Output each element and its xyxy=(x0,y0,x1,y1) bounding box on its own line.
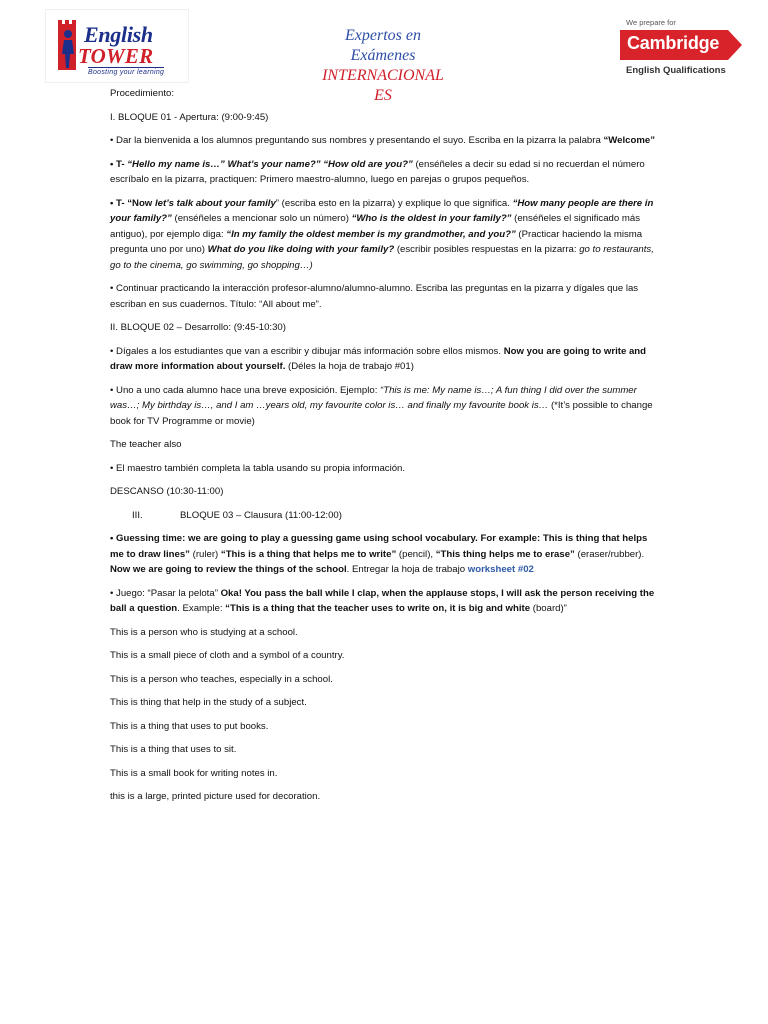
text-run: let’s talk about your family xyxy=(154,197,276,209)
text-run: ” (escriba esto en la pizarra) y explique lo que significa. xyxy=(275,197,513,209)
text-run: “Hello my name is…” What’s your name?” “How old are you?” xyxy=(127,158,413,170)
cambridge-logo xyxy=(620,18,750,78)
logo-text-english: English xyxy=(84,22,153,47)
text-run: Now you are going to write and draw more information about yourself. xyxy=(110,345,647,372)
clue-item: This is a small piece of cloth and a symbol of a country. xyxy=(110,650,345,661)
bloque-02-title: II. BLOQUE 02 – Desarrollo: (9:45-10:30) xyxy=(110,322,286,333)
paragraph-family xyxy=(110,196,660,274)
clue-item: This is a small book for writing notes in. xyxy=(110,767,278,779)
text-run: “Who is the oldest in your family?” xyxy=(351,213,512,224)
bloque-01-title: I. BLOQUE 01 - Apertura: (9:00-9:45) xyxy=(110,111,269,123)
logo-text-tower: TOWER xyxy=(78,44,154,68)
text-run: • Guessing time: we are going to play a guessing game using school vocabulary. For example: This is thing that helps me to draw lines” xyxy=(110,533,648,560)
title-line-2: Exámenes xyxy=(350,47,416,64)
worksheet-link[interactable]: worksheet #02 xyxy=(467,564,534,575)
text-run: • T- xyxy=(110,197,128,209)
paragraph-teacher-also: The teacher also xyxy=(110,439,182,450)
text-run: (enséñeles a mencionar solo un número) xyxy=(171,213,352,224)
procedimiento-label: Procedimiento: xyxy=(110,88,174,99)
text-run: III. xyxy=(132,509,143,521)
text-run: BLOQUE 03 – Clausura (11:00-12:00) xyxy=(180,509,342,521)
clue-item: This is thing that help in the study of a subject. xyxy=(110,697,307,708)
text-run: (pencil), xyxy=(396,548,436,560)
logo-tagline: Boosting your learning xyxy=(88,69,165,76)
text-run: . Entregar la hoja de trabajo xyxy=(346,564,468,575)
title-line-3: INTERNACIONAL xyxy=(322,67,444,84)
cambridge-subtext: English Qualifications xyxy=(626,65,726,76)
text-run: “This thing helps me to erase” xyxy=(435,548,575,560)
title-line-1: Expertos en xyxy=(345,27,421,44)
english-tower-logo xyxy=(46,10,188,82)
text-run: (Practicar haciendo la misma pregunta uno por uno) xyxy=(110,228,643,255)
text-run: “Welcome” xyxy=(603,135,656,146)
clue-item: this is a large, printed picture used for decoration. xyxy=(110,791,321,802)
clue-item: This is a thing that uses to sit. xyxy=(110,744,237,755)
text-run: “In my family the oldest member is my grandmother, and you?” xyxy=(226,228,516,240)
text-run: . Example: xyxy=(177,603,226,614)
clue-item: This is a thing that uses to put books. xyxy=(110,720,269,732)
cambridge-brand: Cambridge xyxy=(627,33,720,53)
text-run: go to restaurants, go to the cinema, go swimming, go shopping…) xyxy=(110,244,654,271)
text-run: (board)” xyxy=(530,603,567,614)
paragraph-names xyxy=(110,157,660,188)
text-run: • Juego: “Pasar la pelota” xyxy=(110,587,221,599)
descanso-label: DESCANSO (10:30-11:00) xyxy=(110,486,224,497)
text-run: “How many people are there in your family?” xyxy=(110,197,654,224)
paragraph-practice: • Continuar practicando la interacción profesor-alumno/alumno-alumno. Escriba las preguntas en la pizarra y dígales que las escriban en sus cuadernos. Título: “All about me”. xyxy=(110,283,639,310)
lesson-procedure xyxy=(110,86,660,813)
text-run: What do you like doing with your family? xyxy=(207,244,395,255)
clue-item: This is a person who teaches, especially in a school. xyxy=(110,673,333,685)
paragraph-teacher-table: • El maestro también completa la tabla usando su propia información. xyxy=(110,462,406,474)
paragraph-exposition xyxy=(110,383,660,430)
text-run: (ruler) xyxy=(189,548,221,560)
text-run: (Déles la hoja de trabajo #01) xyxy=(285,361,414,372)
text-run: • Uno a uno cada alumno hace una breve exposición. Ejemplo: xyxy=(110,384,381,396)
paragraph-guessing xyxy=(110,531,660,578)
text-run: “This is me: My name is…; A fun thing I did over the summer was…; My birthday is…, and I am …years old, my favourite color is… and finally my favourite book is… xyxy=(110,384,637,411)
paragraph-welcome xyxy=(110,133,660,149)
text-run: • T- xyxy=(110,158,128,170)
text-run: • Dar la bienvenida a los alumnos preguntando sus nombres y presentando el suyo. Escriba en la pizarra la palabra xyxy=(110,135,604,146)
title-line-4: ES xyxy=(374,87,392,104)
text-run: “This is a thing that the teacher uses to write on, it is big and white xyxy=(225,603,531,614)
text-run: Oka! You pass the ball while I clap, when the applause stops, I will ask the person receiving the ball a question xyxy=(110,587,655,614)
paragraph-ball-game xyxy=(110,586,660,617)
text-run: (escribir posibles respuestas en la pizarra: xyxy=(394,244,580,255)
text-run: (eraser/rubber). xyxy=(574,548,645,560)
text-run: “This is a thing that helps me to write” xyxy=(220,548,397,560)
bloque-03-title xyxy=(110,508,660,524)
paragraph-draw xyxy=(110,344,660,375)
text-run: “Now xyxy=(127,197,155,209)
text-run: • Dígales a los estudiantes que van a escribir y dibujar más información sobre ellos mismos. xyxy=(110,345,504,357)
text-run: (*It’s possible to change book for TV Programme or movie) xyxy=(110,400,653,427)
clue-item: This is a person who is studying at a school. xyxy=(110,626,298,638)
cambridge-pretext: We prepare for xyxy=(626,18,676,27)
text-run: (enséñeles el significado más antiguo), por ejemplo diga: xyxy=(110,213,641,240)
text-run: Now we are going to review the things of the school xyxy=(110,564,347,575)
text-run: (enséñeles a decir su edad si no recuerdan el número escríbalo en la pizarra, practiquen: Primero maestro-alumno, luego en parejas o grupos pequeños. xyxy=(110,158,645,185)
